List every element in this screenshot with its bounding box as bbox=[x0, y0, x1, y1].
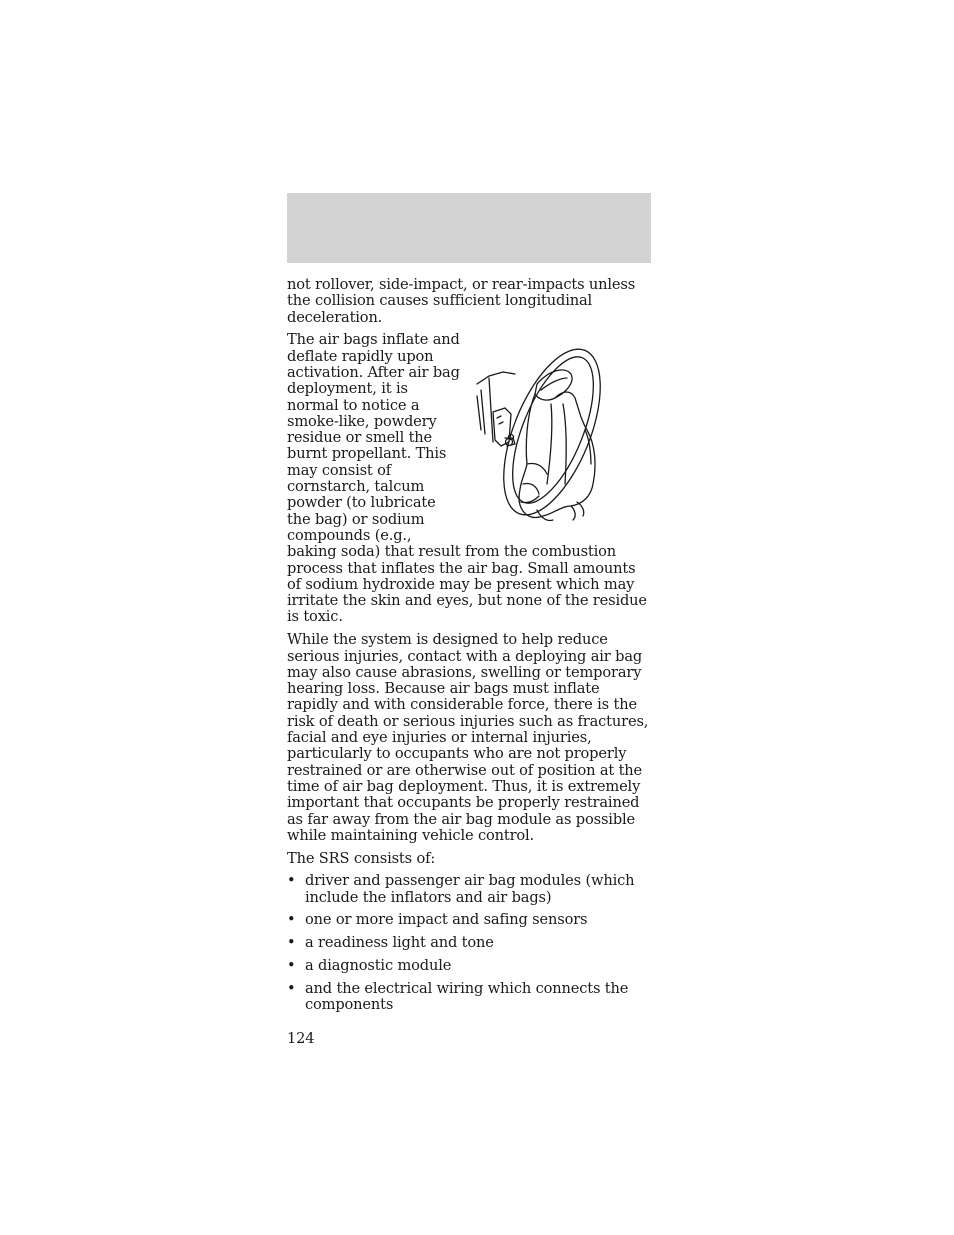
bullet-icon: • bbox=[287, 934, 296, 952]
list-item bbox=[287, 958, 653, 974]
bullet-icon: • bbox=[287, 957, 296, 975]
list-item bbox=[287, 935, 653, 951]
paragraph-inflation: The air bags inflate and deflate rapidly upon activation. After air bag deployment, it is normal to notice a smoke-like, powdery residue or smell the burnt propellant. This may consist of cornstarch, talcum powder (to lubricate the bag) or sodium compounds (e.g., baking soda) that result from the combustion process that inflates the air bag. Small amounts of sodium hydroxide may be present which may irritate the skin and eyes, but none of the residue is toxic. bbox=[287, 331, 647, 626]
list-item-text: a diagnostic module bbox=[305, 957, 452, 975]
srs-component-list bbox=[287, 873, 653, 1013]
list-item bbox=[287, 981, 653, 1014]
paragraph-injury-warning: While the system is designed to help reduce serious injuries, contact with a deploying air bag may also cause abrasions, swelling or temporary hearing loss. Because air bags must inflate rapidly and with considerable force, there is the risk of death or serious injuries such as fractures, facial and eye injuries or internal injuries, particularly to occupants who are not properly restrained or are otherwise out of position at the time of air bag deployment. Thus, it is extremely important that occupants be properly restrained as far away from the air bag module as possible while maintaining vehicle control. bbox=[287, 631, 649, 844]
bullet-icon: • bbox=[287, 979, 296, 997]
bullet-icon: • bbox=[287, 872, 296, 890]
section-header-band bbox=[287, 193, 651, 263]
list-item-text: driver and passenger air bag modules (which include the inflators and air bags) bbox=[305, 872, 635, 906]
page-content bbox=[287, 277, 653, 1048]
page-number: 124 bbox=[287, 1030, 315, 1048]
list-item-text: a readiness light and tone bbox=[305, 934, 494, 952]
bullet-icon: • bbox=[287, 911, 296, 929]
list-item bbox=[287, 912, 653, 928]
paragraph-rollover: not rollover, side-impact, or rear-impacts unless the collision causes sufficient longitudinal deceleration. bbox=[287, 276, 636, 326]
list-item-text: and the electrical wiring which connects the components bbox=[305, 979, 629, 1014]
airbag-deployment-figure bbox=[467, 334, 657, 529]
list-item-text: one or more impact and safing sensors bbox=[305, 911, 588, 929]
paragraph-srs-intro: The SRS consists of: bbox=[287, 849, 436, 867]
list-item bbox=[287, 873, 653, 906]
deployed-driver-airbag-steering-wheel-icon bbox=[467, 334, 657, 529]
